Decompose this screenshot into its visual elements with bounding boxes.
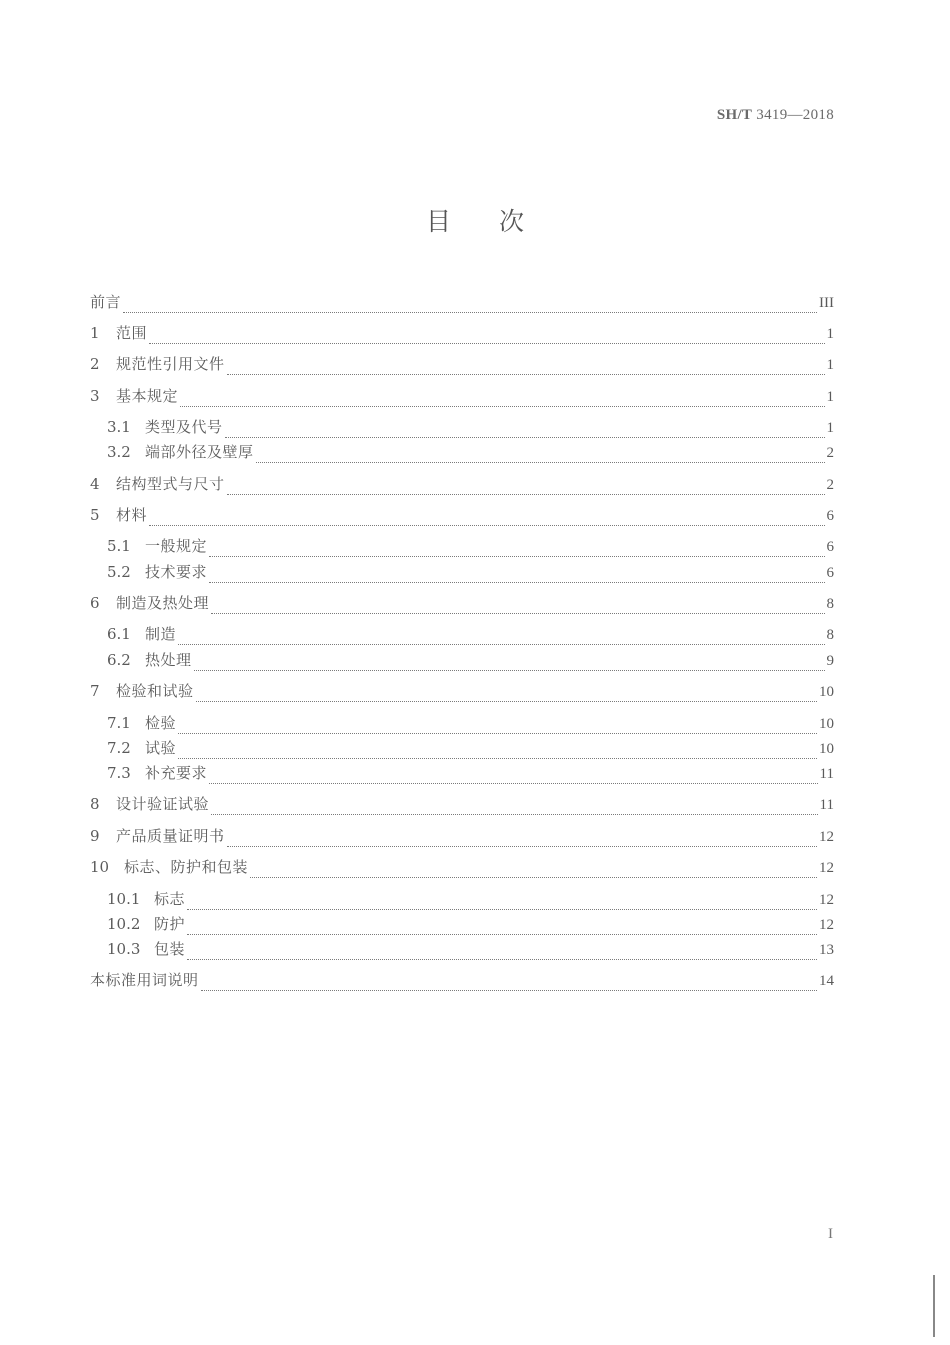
toc-entry-6[interactable]: 6 制造及热处理 8: [90, 594, 834, 612]
dot-leader: [187, 952, 817, 960]
dot-leader: [178, 637, 824, 645]
toc-entry-6-2[interactable]: 6.2 热处理 9: [107, 651, 834, 669]
toc-entry-5-2[interactable]: 5.2 技术要求 6: [107, 563, 834, 581]
toc-entry-6-1[interactable]: 6.1 制造 8: [107, 625, 834, 643]
standard-code: SH/T 3419—2018: [716, 107, 834, 123]
toc-entry-7-1[interactable]: 7.1 检验 10: [107, 714, 834, 732]
toc-entry-7-2[interactable]: 7.2 试验 10: [107, 739, 834, 757]
toc-entry-10-2[interactable]: 10.2 防护 12: [107, 915, 834, 933]
toc-entry-7-3[interactable]: 7.3 补充要求 11: [107, 764, 834, 782]
page-number: I: [828, 1226, 833, 1242]
dot-leader: [211, 807, 818, 815]
dot-leader: [180, 399, 824, 407]
toc-entry-3-1[interactable]: 3.1 类型及代号 1: [107, 418, 834, 436]
dot-leader: [227, 839, 817, 847]
toc-entry-8[interactable]: 8 设计验证试验 11: [90, 795, 834, 813]
toc-entry-10[interactable]: 10 标志、防护和包装 12: [90, 858, 834, 876]
scan-edge-mark: [933, 1275, 935, 1337]
dot-leader: [227, 487, 825, 495]
toc-entry-4[interactable]: 4 结构型式与尺寸 2: [90, 475, 834, 493]
dot-leader: [196, 694, 817, 702]
page-title: 目次: [425, 207, 572, 236]
dot-leader: [178, 726, 817, 734]
dot-leader: [211, 606, 824, 614]
toc-entry-1[interactable]: 1 范围 1: [90, 324, 834, 342]
dot-leader: [178, 751, 817, 759]
toc-entry-3-2[interactable]: 3.2 端部外径及壁厚 2: [107, 443, 834, 461]
dot-leader: [187, 902, 817, 910]
dot-leader: [209, 549, 824, 557]
dot-leader: [256, 455, 825, 463]
toc-entry-5-1[interactable]: 5.1 一般规定 6: [107, 537, 834, 555]
dot-leader: [250, 870, 817, 878]
dot-leader: [187, 927, 817, 935]
toc-entry-9[interactable]: 9 产品质量证明书 12: [90, 827, 834, 845]
toc-entry-10-3[interactable]: 10.3 包装 13: [107, 940, 834, 958]
toc-entry-10-1[interactable]: 10.1 标志 12: [107, 890, 834, 908]
dot-leader: [123, 305, 817, 313]
toc-entry-foreword[interactable]: 前言 III: [90, 293, 834, 311]
dot-leader: [149, 336, 824, 344]
dot-leader: [201, 983, 817, 991]
dot-leader: [227, 367, 825, 375]
dot-leader: [149, 518, 824, 526]
dot-leader: [225, 430, 825, 438]
toc-entry-2[interactable]: 2 规范性引用文件 1: [90, 355, 834, 373]
dot-leader: [209, 776, 818, 784]
toc-entry-3[interactable]: 3 基本规定 1: [90, 387, 834, 405]
toc-entry-5[interactable]: 5 材料 6: [90, 506, 834, 524]
dot-leader: [194, 663, 825, 671]
toc-entry-terms-explanation[interactable]: 本标准用词说明 14: [90, 971, 834, 989]
dot-leader: [209, 575, 824, 583]
toc-entry-7[interactable]: 7 检验和试验 10: [90, 682, 834, 700]
